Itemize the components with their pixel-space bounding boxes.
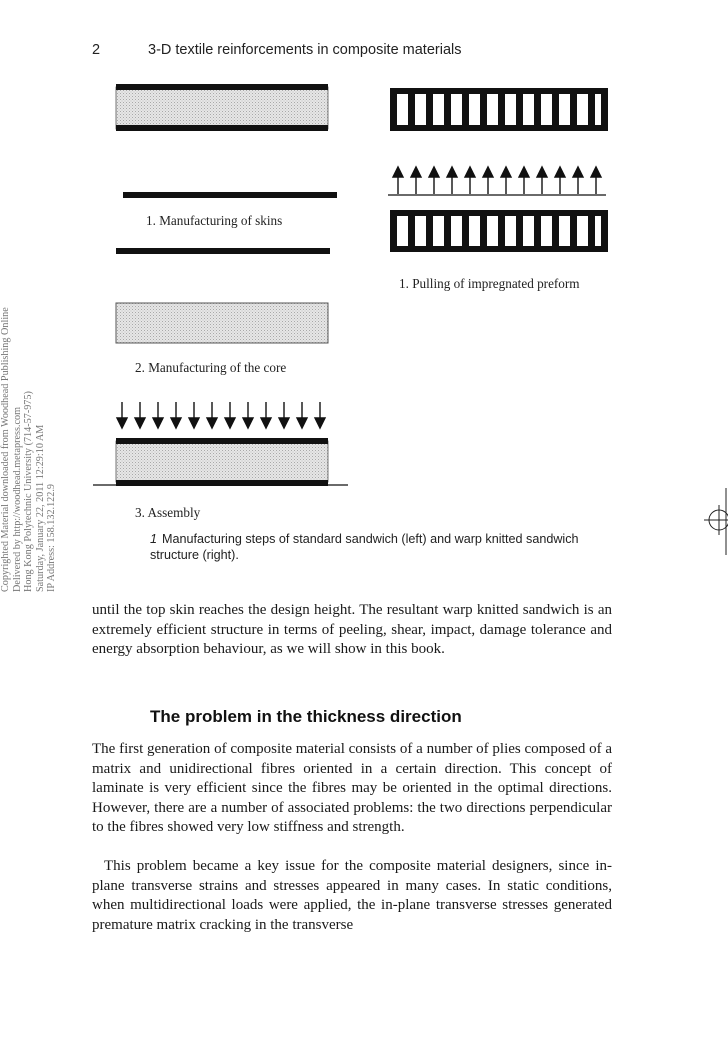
step-label-pulling-preform: 1. Pulling of impregnated preform bbox=[399, 276, 580, 291]
assembly-press-arrows bbox=[117, 402, 325, 428]
section-heading: The problem in the thickness direction bbox=[150, 707, 462, 726]
paragraph-continued: until the top skin reaches the design height. The resultant warp knitted sandwich is an extremely efficient structure in terms of peeling, shear, impact, damage tolerance and energy absorption behaviour, as we will show in this book. bbox=[92, 602, 612, 657]
skin-sheet-upper bbox=[123, 192, 337, 198]
page-number: 2 bbox=[92, 42, 101, 58]
sandwich-panel-top bbox=[116, 84, 328, 131]
crop-mark bbox=[704, 488, 728, 555]
warp-knitted-sandwich-pulled bbox=[390, 210, 608, 252]
step-label-assembly: 3. Assembly bbox=[135, 505, 201, 520]
step-label-manufacturing-of-skins: 1. Manufacturing of skins bbox=[146, 213, 283, 228]
watermark-line: Hong Kong Polytechnic University (714-57-975) bbox=[23, 391, 35, 592]
figure-number: 1 bbox=[150, 532, 158, 546]
watermark-line: Saturday, January 22, 2011 12:29:10 AM bbox=[34, 424, 46, 592]
skin-sheet-lower bbox=[116, 248, 330, 254]
figure-caption bbox=[150, 531, 620, 563]
paragraph: The first generation of composite material consists of a number of plies composed of a matrix and unidirectional fibres oriented in a certain direction. This concept of laminate is very efficient since the fibres may be oriented in the optimal directions. However, there are a number of associated problems: the two directions perpendicular to the fibres showed very low stiffness and strength. bbox=[92, 741, 612, 835]
figure-caption-text: Manufacturing steps of standard sandwich (left) and warp knitted sandwich structure (right). bbox=[150, 532, 579, 562]
watermark-line: Delivered by http://woodhead.metapress.com bbox=[11, 406, 23, 592]
running-title: 3-D textile reinforcements in composite materials bbox=[148, 42, 462, 58]
warp-knitted-sandwich-top bbox=[390, 88, 608, 131]
step-label-manufacturing-of-core: 2. Manufacturing of the core bbox=[135, 360, 287, 375]
core-block bbox=[116, 303, 328, 343]
pulling-arrows bbox=[388, 167, 606, 195]
paragraph: This problem became a key issue for the composite material designers, since in-plane transverse strains and stresses appeared in many cases. In static conditions, when multidirectional loads were applied, the in-plane transverse stresses generated premature matrix cracking in the transverse bbox=[92, 858, 612, 933]
assembled-sandwich bbox=[93, 438, 348, 486]
watermark-line: Copyrighted Material downloaded from Woodhead Publishing Online bbox=[0, 307, 11, 592]
watermark-line: IP Address: 158.132.122.9 bbox=[46, 483, 58, 592]
